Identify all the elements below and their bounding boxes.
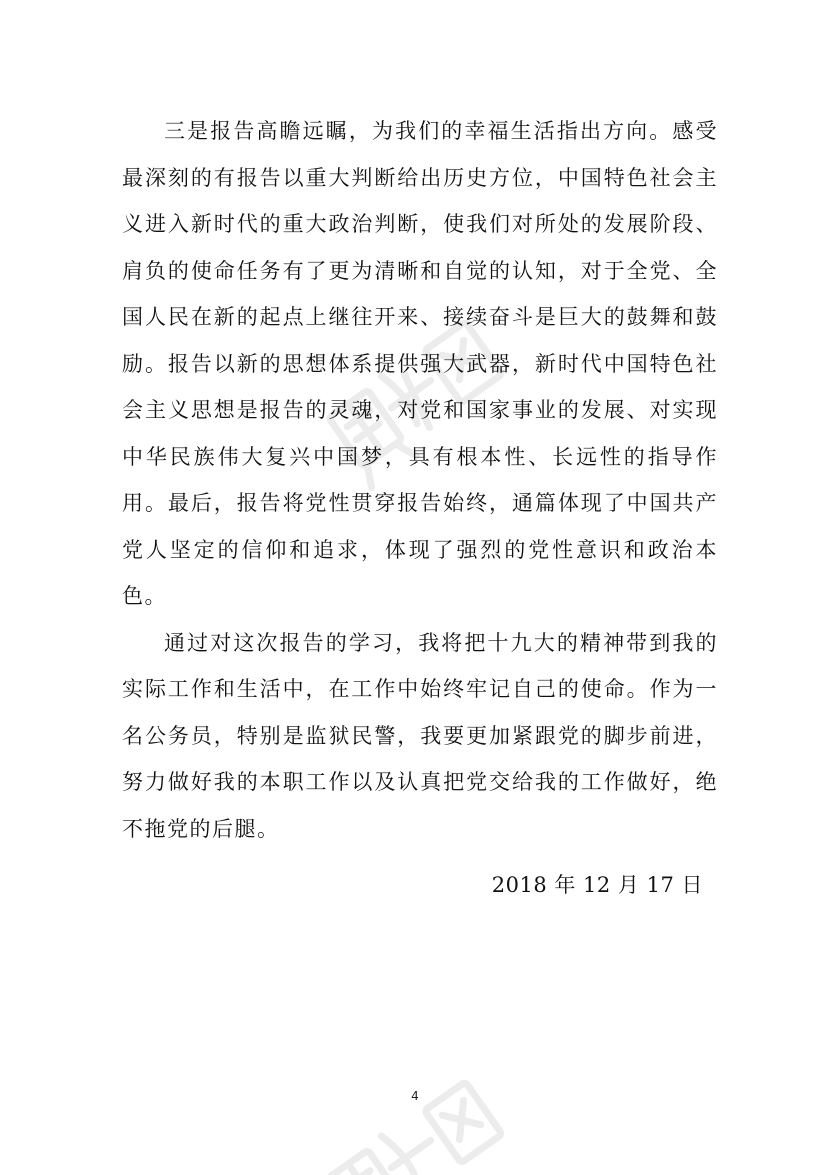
- paragraph: 通过对这次报告的学习，我将把十九大的精神带到我的实际工作和生活中，在工作中始终牢记自己的使命。作为一名公务员，特别是监狱民警，我要更加紧跟党的脚步前进，努力做好我的本职工作以及认真把党交给我的工作做好，绝不拖党的后腿。: [122, 630, 718, 841]
- document-body: [122, 108, 718, 852]
- paragraph: 三是报告高瞻远瞩，为我们的幸福生活指出方向。感受最深刻的有报告以重大判断给出历史方位，中国特色社会主义进入新时代的重大政治判断，使我们对所处的发展阶段、肩负的使命任务有了更为清晰和自觉的认知，对于全党、全国人民在新的起点上继往开来、接续奋斗是巨大的鼓舞和鼓励。报告以新的思想体系提供强大武器，新时代中国特色社会主义思想是报告的灵魂，对党和国家事业的发展、对实现中华民族伟大复兴中国梦，具有根本性、长远性的指导作用。最后，报告将党性贯穿报告始终，通篇体现了中国共产党人坚定的信仰和追求，体现了强烈的党性意识和政治本色。: [122, 119, 718, 608]
- document-date: 2018 年 12 月 17 日: [491, 873, 703, 897]
- page-number: 4: [411, 1089, 419, 1103]
